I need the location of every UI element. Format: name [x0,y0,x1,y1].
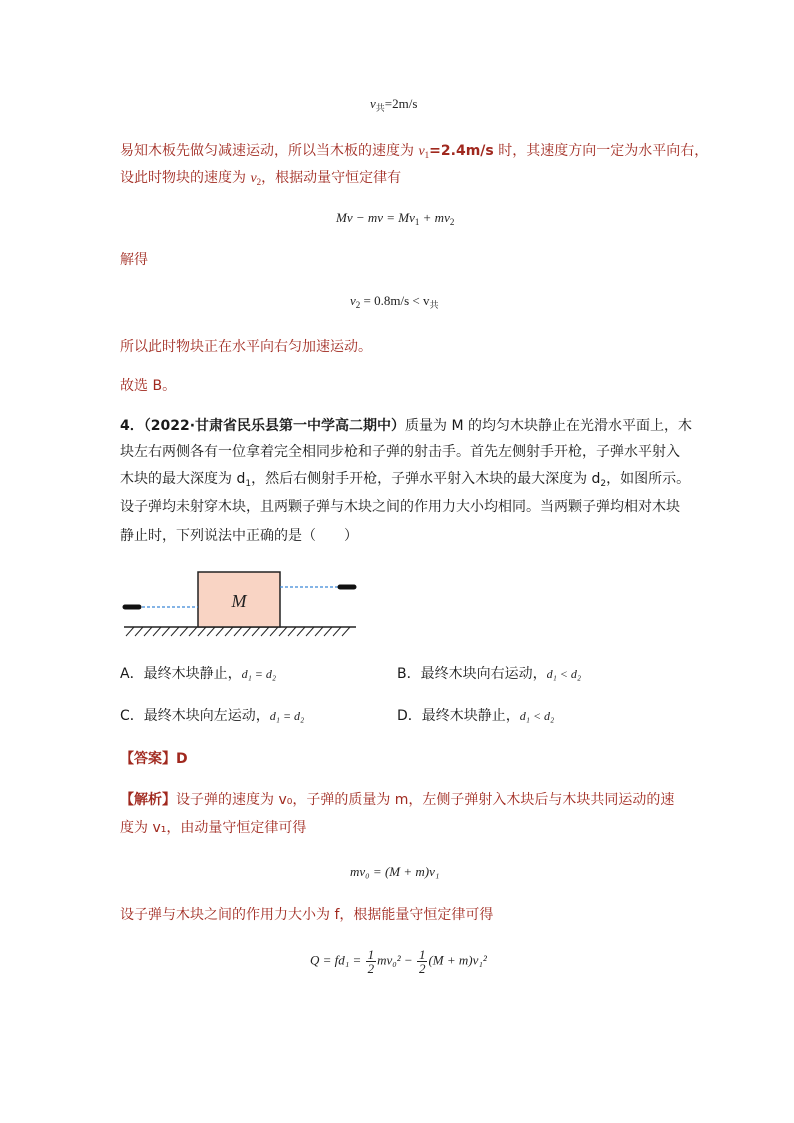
question-line-4: 设子弹均未射穿木块，且两颗子弹与木块之间的作用力大小均相同。当两颗子弹均相对木块 [120,499,680,515]
choose-answer: 故选 B。 [120,378,177,394]
ground-hatching [126,627,350,636]
option-a[interactable]: A．最终木块静止，d₁ = d₂ [120,666,277,682]
paragraph-plank-line2: 设此时物块的速度为 $v_2$，根据动量守恒定律有 [120,170,402,187]
equation-momentum-2: mv₀ = (M + m)v₁ [350,864,440,879]
equation-energy: Q = fd₁ = $\frac{1}{2}$ mv₀² − $\frac{1}{2}$ (M + m)v₁² [310,947,487,976]
question-line-2: 块左右两侧各有一位拿着完全相同步枪和子弹的射击手。首先左侧射手开枪，子弹水平射入 [120,444,680,460]
block-label: M [231,591,247,611]
equation-momentum-1: Mv − mv = $Mv_1 + mv_2$ [336,210,455,227]
analysis-line-2: 度为 v₁，由动量守恒定律可得 [120,820,307,836]
paragraph-force: 设子弹与木块之间的作用力大小为 f，根据能量守恒定律可得 [120,907,494,923]
question-line-5: 静止时，下列说法中正确的是（ ） [120,528,358,544]
option-c[interactable]: C．最终木块向左运动，d₁ = d₂ [120,708,305,724]
analysis-line-1: 【解析】设子弹的速度为 v₀，子弹的质量为 m，左侧子弹射入木块后与木块共同运动的速 [120,792,675,808]
question-line-1: 4．（2022·甘肃省民乐县第一中学高二期中）质量为 M 的均匀木块静止在光滑水平面上，木 [120,418,693,434]
question-line-3: 木块的最大深度为 $d_1$，然后右侧射手开枪，子弹水平射入木块的最大深度为 $d_2$，如图所示。 [120,471,691,489]
answer: 【答案】D [120,751,188,767]
option-d[interactable]: D．最终木块静止，d₁ < d₂ [397,708,555,724]
paragraph-plank-line1: 易知木板先做匀减速运动，所以当木板的速度为 $v_1=2.4m/s$ 时，其速度方向一定为水平向右， [120,143,709,160]
label-solve: 解得 [120,252,148,268]
paragraph-conclusion: 所以此时物块正在水平向右匀加速运动。 [120,339,372,355]
equation-v2: $v_2 = 0.8m/s < v_共$ [350,293,439,310]
block-bullets-figure [118,565,363,640]
equation-v-common: $v_共=2m/s$ [370,96,418,113]
option-b[interactable]: B．最终木块向右运动，d₁ < d₂ [397,666,582,682]
